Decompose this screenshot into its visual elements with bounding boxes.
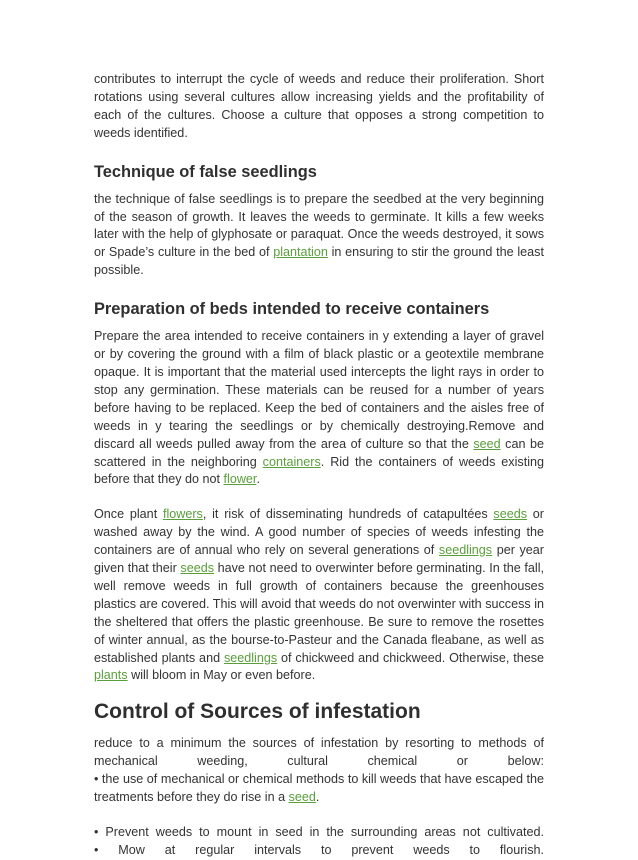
preparation-paragraph-1: [94, 328, 544, 489]
paragraph-text: or washed away by the wind. A good number of species of weeds infesting the containers are of annual who rely on several generations of: [94, 507, 544, 558]
paragraph-text: . Rid the containers of weeds existing before that they do not: [94, 454, 544, 487]
heading-false-seedlings: Technique of false seedlings: [94, 162, 317, 181]
paragraph-text: will bloom in May or even before.: [127, 668, 316, 683]
paragraph-text: Prepare the area intended to receive containers in y extending a layer of gravel or by covering the ground with a film of black plastic or a geotextile membrane opaque. It is important that the material used intercepts the light rays in order to stop any germination. These materials can be reused for a number of years before having to be replaced. Keep the bed of containers and the aisles free of weeds in y tearing the seedlings or by chemically destroying.Remove and discard all weeds pulled away from the area of culture so that the: [94, 329, 544, 451]
paragraph-text: of chickweed and chickweed. Otherwise, these: [277, 650, 545, 665]
link-flower[interactable]: flower: [223, 472, 257, 487]
link-plants[interactable]: plants: [94, 668, 128, 683]
false-seedlings-paragraph: [94, 191, 544, 281]
link-seed[interactable]: seed: [473, 436, 501, 451]
control-paragraph-1: [94, 735, 544, 807]
heading-control-sources: Control of Sources of infestation: [94, 700, 421, 724]
paragraph-text: in ensuring to stir the ground the least possible.: [94, 245, 544, 278]
paragraph-text: the technique of false seedlings is to prepare the seedbed at the very beginning of the season of growth. It leaves the weeds to germinate. It kills a few weeks later with the help of glyphosate or paraquat. Once the weeds destroyed, it sows or Spade’s culture in the bed of: [94, 191, 544, 260]
paragraph-text: Once plant: [94, 507, 163, 522]
paragraph-text: • the use of mechanical or chemical methods to kill weeds that have escaped the treatments before they do rise in a: [94, 772, 544, 805]
paragraph-text: have not need to overwinter before germinating. In the fall, well remove weeds in full growth of containers because the greenhouses plastics are covered. This will avoid that weeds do not overwinter with success in the sheltered that offers the plastic greenhouse. Be sure to remove the rosettes of winter annual, as the bourse-to-Pasteur and the Canada fleabane, as well as established plants and: [94, 561, 545, 665]
link-plantation[interactable]: plantation: [273, 245, 328, 260]
bullet-item: • Prevent weeds to mount in seed in the surrounding areas not cultivated.: [94, 825, 544, 839]
link-flowers[interactable]: flowers: [162, 507, 203, 522]
paragraph-text: per year given that their: [94, 543, 544, 576]
bullet-item: • Mow at regular intervals to prevent weeds to flourish.: [94, 842, 544, 857]
link-seed[interactable]: seed: [288, 790, 316, 805]
link-seedlings[interactable]: seedlings: [438, 543, 493, 558]
paragraph-text: can be scattered in the neighboring: [94, 436, 545, 469]
link-seeds[interactable]: seeds: [180, 561, 215, 576]
paragraph-text: , it risk of disseminating hundreds of catapultées: [202, 507, 494, 522]
control-bullets: [94, 824, 544, 860]
paragraph-text: reduce to a minimum the sources of infestation by resorting to methods of mechanical weeding, cultural chemical or below:: [94, 736, 544, 769]
link-seeds[interactable]: seeds: [493, 507, 528, 522]
paragraph-text: .: [315, 790, 320, 805]
paragraph-text: .: [256, 472, 260, 487]
intro-paragraph: contributes to interrupt the cycle of weeds and reduce their proliferation. Short rotations using several cultures allow increasing yields and the profitability of each of the cultures. Choose a culture that opposes a strong competition to weeds identified.: [94, 72, 544, 140]
link-seedlings[interactable]: seedlings: [223, 650, 278, 665]
heading-preparation-beds: Preparation of beds intended to receive containers: [94, 300, 490, 319]
preparation-paragraph-2: [94, 506, 544, 685]
link-containers[interactable]: containers: [262, 454, 321, 469]
